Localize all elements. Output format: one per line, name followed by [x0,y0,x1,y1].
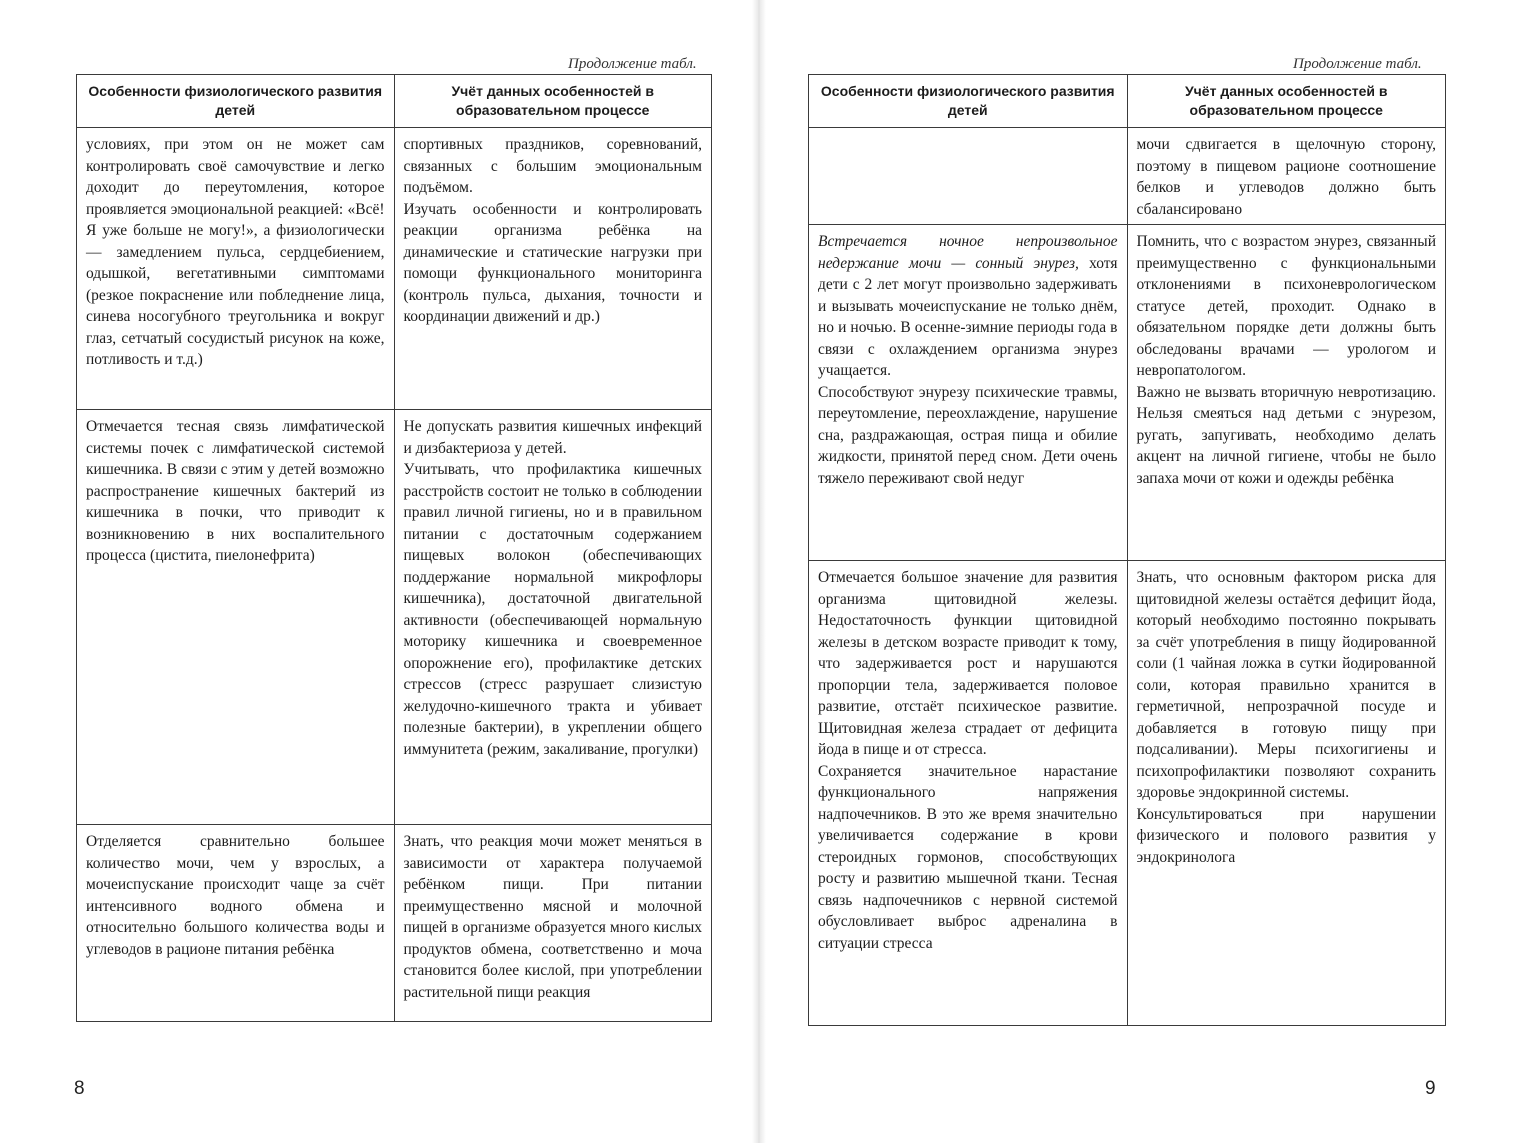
table-cell [77,825,395,1022]
header-col-education: Учёт данных особенностей в образовательном процессе [1127,75,1446,128]
table-cell [394,128,712,410]
table-row [77,410,712,825]
continuation-label: Продолжение табл. [1293,56,1422,72]
right-page [760,0,1517,1143]
table-cell [1127,561,1446,1026]
table-cell [1127,128,1446,225]
page-number: 9 [1425,1078,1436,1099]
table-cell [77,410,395,825]
cell-text: Отделяется сравнительно большее количество мочи, чем у взрослых, а мочеиспускание происходит чаще за счёт интенсивного водного обмена и относительно большого количества воды и углеводов в рационе питания ребёнка [86,833,385,958]
emphasis-text: Встречается ночное непроизвольное недержание мочи — сонный энурез, [818,233,1118,272]
table-cell [394,825,712,1022]
table-row [77,825,712,1022]
cell-text: Сохраняется значительное нарастание функционального напряжения надпочечников. В это же время значительно увеличивается содержание в крови стероидных гормонов, способствующих росту и развитию мышечной ткани. Тесная связь надпочечников с нервной системой обусловливает выброс адреналина в ситуации стресса [818,762,1118,952]
cell-text-span: хотя дети с 2 лет могут произвольно задерживать и вызывать мочеиспускание не только днём, но и ночью. В осенне-зимние периоды года в связи с охлаждением организма энурез учащается. [818,254,1118,379]
continuation-label: Продолжение табл. [568,56,697,72]
cell-text: Отмечается большое значение для развития организма щитовидной железы. Недостаточность функции щитовидной железы в детском возрасте приводит к тому, что задерживается рост и нарушаются пропорции тела, задерживается половое развитие, отстаёт психическое развитие. Щитовидная железа страдает от дефицита йода в пище и от стресса. [818,569,1118,758]
page-number: 8 [74,1078,85,1099]
cell-text: Знать, что основным фактором риска для щитовидной железы остаётся дефицит йода, который необходимо постоянно покрывать за счёт употребления в пищу йодированной соли (1 чайная ложка в сутки йодированной соли, которая правильно хранится в герметичной, непрозрачной посуде и добавляется в готовую пищу при подсаливании). Меры психогигиены и психопрофилактики позволяют сохранить здоровье эндокринной системы. [1136,569,1436,801]
cell-text: Знать, что реакция мочи может меняться в зависимости от характера получаемой ребёнком пищи. При питании преимущественно мясной и молочной пищей в организме образуется много кислых продуктов обмена, соответственно и моча становится более кислой, при употреблении растительной пищи реакция [403,833,702,1001]
cell-text: Способствуют энурезу психические травмы, переутомление, переохлаждение, нарушение сна, раздражающая, острая пища и обилие жидкости, принятой перед сном. Дети очень тяжело переживают свой недуг [818,383,1118,487]
cell-text: Не допускать развития кишечных инфекций и дизбактериоза у детей. [403,418,702,457]
cell-text: мочи сдвигается в щелочную сторону, поэтому в пищевом рационе соотношение белков и углеводов должно быть сбалансировано [1136,136,1436,218]
left-page [0,0,758,1143]
table-cell [809,225,1128,561]
cell-text: Отмечается тесная связь лимфатической системы почек с лимфатической системой кишечника. В связи с этим у детей возможно распространение кишечных бактерий из кишечника в почки, что приводит к возникновению в них воспалительного процесса (цистита, пиелонефрита) [86,418,385,564]
table-header-row [809,75,1446,128]
cell-text: Важно не вызвать вторичную невротизацию. Нельзя смеяться над детьми с энурезом, ругать, запугивать, необходимо делать акцент на личной гигиене, чтобы не было запаха мочи от кожи и одежды ребёнка [1136,383,1436,487]
table-row [809,128,1446,225]
table-cell [77,128,395,410]
header-col-features: Особенности физиологического развития детей [77,75,395,128]
table-row [809,561,1446,1026]
header-col-education: Учёт данных особенностей в образовательном процессе [394,75,712,128]
header-col-features: Особенности физиологического развития детей [809,75,1128,128]
cell-text: Изучать особенности и контролировать реакции организма ребёнка на динамические и статические нагрузки при помощи функционального мониторинга (контроль пульса, дыхания, точности и координации движений и др.) [403,200,702,325]
physiology-table [76,74,712,1022]
table-cell [1127,225,1446,561]
cell-text: Учитывать, что профилактика кишечных расстройств состоит не только в соблюдении правил личной гигиены, но и в правильном питании с достаточным содержанием пищевых волокон (обеспечивающих поддержание нормальной микрофлоры кишечника), достаточной двигательной активности (обеспечивающей нормальную моторику кишечника и своевременное опорожнение его), профилактике детских стрессов (стресс разрушает слизистую желудочно-кишечного тракта и убивает полезные бактерии), в укреплении общего иммунитета (режим, закаливание, прогулки) [403,461,702,758]
table-cell [394,410,712,825]
table-cell [809,561,1128,1026]
table-row [77,128,712,410]
cell-text: Помнить, что с возрастом энурез, связанный преимущественно с функциональными отклонениями в психоневрологическом статусе детей, проходит. Однако в обязательном порядке дети должны быть обследованы врачами — урологом и невропатологом. [1136,233,1436,379]
table-header-row [77,75,712,128]
cell-text [818,231,1118,382]
table-row [809,225,1446,561]
cell-text: спортивных праздников, соревнований, связанных с большим эмоциональным подъёмом. [403,136,702,196]
physiology-table [808,74,1446,1026]
table-cell [809,128,1128,225]
cell-text: Консультироваться при нарушении физического и полового развития у эндокринолога [1136,805,1436,866]
cell-text: условиях, при этом он не может сам контролировать своё самочувствие и легко доходит до переутомления, которое проявляется эмоциональной реакцией: «Всё! Я уже больше не могу!», а физиологически — замедлением пульса, сердцебиением, одышкой, вегетативными симптомами (резкое покраснение или побледнение лица, синева носогубного треугольника и вокруг глаз, сетчатый сосудистый рисунок на коже, потливость и т.д.) [86,136,385,368]
